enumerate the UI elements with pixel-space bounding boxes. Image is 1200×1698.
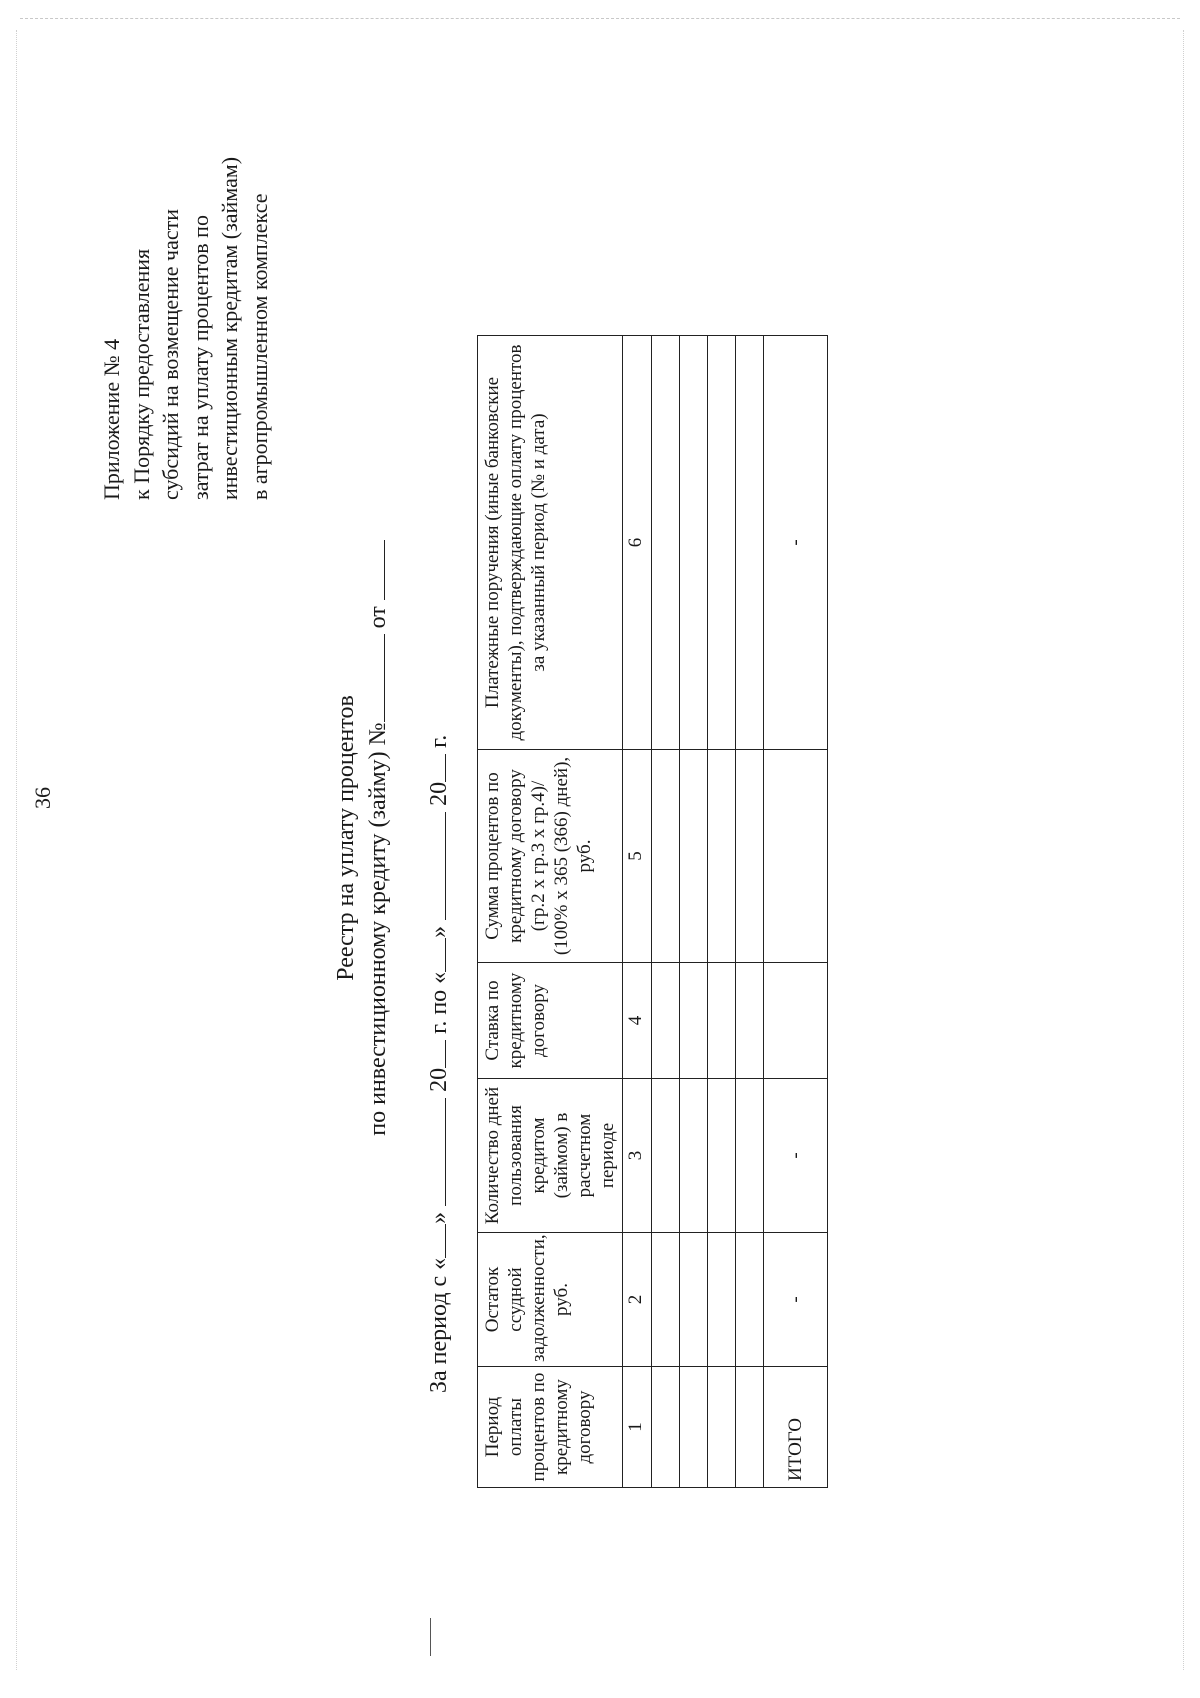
header-cell: Количество дней пользования кредитом (займом) в расчетном периоде — [478, 1079, 623, 1233]
period-year-prefix: 20 — [426, 1067, 452, 1092]
table-cell[interactable] — [680, 750, 708, 963]
total-row — [764, 336, 828, 1488]
column-number: 4 — [623, 963, 652, 1079]
appendix-line: инвестиционным кредитам (займам) — [217, 156, 242, 500]
title-line-1: Реестр на уплату процентов — [333, 695, 359, 981]
appendix-line: в агропромышленном комплексе — [246, 193, 272, 500]
period-end-month-blank[interactable] — [423, 812, 446, 920]
column-number-row — [623, 336, 652, 1488]
period-end-day-blank[interactable] — [423, 938, 446, 972]
table-row — [680, 336, 708, 1488]
table-cell[interactable] — [708, 336, 736, 750]
total-cell: - — [764, 336, 828, 750]
header-cell: Остаток ссудной задолженности, руб. — [478, 1233, 623, 1367]
page-number: 36 — [30, 787, 55, 809]
table-cell[interactable] — [680, 1233, 708, 1367]
total-cell[interactable] — [764, 750, 828, 963]
table-header-row — [478, 336, 623, 1488]
period-prefix: За период с « — [426, 1257, 452, 1393]
table-cell[interactable] — [652, 750, 680, 963]
table-cell[interactable] — [708, 1079, 736, 1233]
period-year-suffix: г. — [426, 734, 452, 748]
header-cell: Сумма процентов по кредитному договору (гр.2 х гр.3 х гр.4)/ (100% х 365 (366) дней), руб. — [478, 750, 623, 963]
table-cell[interactable] — [736, 750, 764, 963]
table-cell[interactable] — [680, 1079, 708, 1233]
contract-number-blank[interactable] — [362, 634, 385, 722]
appendix-line: субсидий на возмещение части — [158, 209, 183, 500]
table-cell[interactable] — [736, 1367, 764, 1488]
column-number: 5 — [623, 750, 652, 963]
appendix-block — [97, 157, 274, 500]
period-start-month-blank[interactable] — [423, 1098, 446, 1206]
table-cell[interactable] — [652, 1233, 680, 1367]
table-cell[interactable] — [708, 1367, 736, 1488]
table-cell[interactable] — [652, 1367, 680, 1488]
table-cell[interactable] — [708, 963, 736, 1079]
table-cell[interactable] — [708, 750, 736, 963]
header-cell: Платежные поручения (иные банковские документы), подтверждающие оплату процентов за указанный период (№ и дата) — [478, 336, 623, 750]
header-cell: Ставка по кредитному договору — [478, 963, 623, 1079]
table-cell[interactable] — [652, 336, 680, 750]
period-quote-2: » — [426, 925, 452, 938]
total-cell: - — [764, 1233, 828, 1367]
table-row — [652, 336, 680, 1488]
table-cell[interactable] — [736, 1233, 764, 1367]
contract-date-blank[interactable] — [362, 540, 385, 600]
table-cell[interactable] — [708, 1233, 736, 1367]
table-cell[interactable] — [680, 336, 708, 750]
header-cell: Период оплаты процентов по кредитному договору — [478, 1367, 623, 1488]
title-from: от — [365, 606, 391, 629]
appendix-line: к Порядку предоставления — [128, 248, 154, 500]
period-end-year-blank[interactable] — [423, 754, 446, 782]
period-year-prefix-2: 20 — [426, 781, 452, 806]
period-quote: » — [426, 1211, 452, 1224]
table-cell[interactable] — [736, 336, 764, 750]
table-cell[interactable] — [652, 1079, 680, 1233]
table-cell[interactable] — [680, 1367, 708, 1488]
total-cell[interactable] — [764, 963, 828, 1079]
column-number: 1 — [623, 1367, 652, 1488]
table-row — [736, 336, 764, 1488]
table-row — [708, 336, 736, 1488]
column-number: 3 — [623, 1079, 652, 1233]
title-prefix: по инвестиционному кредиту (займу) № — [365, 722, 391, 1136]
total-label: ИТОГО — [764, 1367, 828, 1488]
column-number: 6 — [623, 336, 652, 750]
period-start-year-blank[interactable] — [423, 1040, 446, 1068]
appendix-line: Приложение № 4 — [99, 338, 124, 500]
table-cell[interactable] — [680, 963, 708, 1079]
period-line — [423, 735, 453, 1393]
document-title — [330, 538, 394, 1138]
table-cell[interactable] — [736, 963, 764, 1079]
appendix-line: затрат на уплату процентов по — [187, 215, 213, 500]
registry-table — [477, 335, 828, 1488]
table-cell[interactable] — [652, 963, 680, 1079]
title-line-2 — [362, 538, 394, 1138]
period-start-day-blank[interactable] — [423, 1224, 446, 1258]
table-cell[interactable] — [736, 1079, 764, 1233]
total-cell: - — [764, 1079, 828, 1233]
column-number: 2 — [623, 1233, 652, 1367]
period-mid: г. по « — [426, 971, 452, 1034]
